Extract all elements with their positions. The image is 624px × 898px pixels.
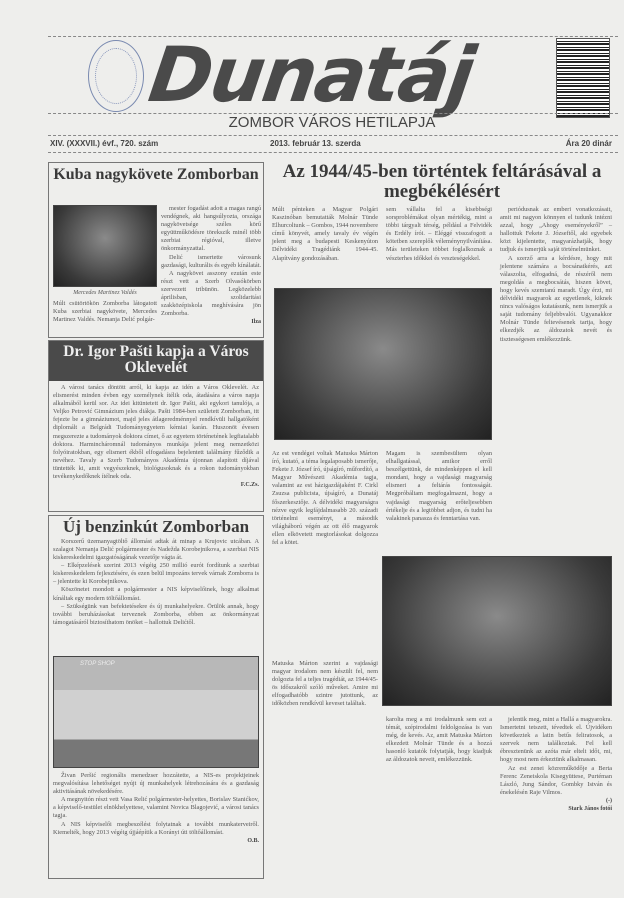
- column-2-lower: Magam is szembesültem olyan elhallgatással, amikor erről beszélgettünk, de mindenképpen el kell mondani, hogy a vajdasági magyarság elismeri a feltárás fontosságát. Megpróbáltam megfogalmazni, hogy a vajdasági magyarság erőteljesebben értékelje és a legtöbbet adjon, és tudni ha valakinek panasza és fenntartása van.: [386, 450, 492, 522]
- headline: Kuba nagykövete Zomborban: [53, 166, 259, 183]
- column-3-bottom: [500, 716, 612, 813]
- article-benzinkut: [48, 515, 264, 879]
- masthead-logo: Dunatáj: [143, 30, 479, 119]
- issue-number: XIV. (XXXVII.) évf., 720. szám: [50, 139, 159, 148]
- headline: Az 1944/45-ben történtek feltárásával a megbékélésért: [282, 161, 602, 202]
- audience-photo: [382, 556, 612, 706]
- ambassador-photo: [53, 205, 157, 287]
- tagline: ZOMBOR VÁROS HETILAPJA: [228, 114, 436, 131]
- column-3: [500, 206, 612, 344]
- paragraph: Az est zenei közreműködője a Berta Ferenc Zeneiskola Kisegyüttese, Purtéman László, Jung Sándor, Gombky István és énekelésén Raje Vilmos.: [500, 764, 612, 796]
- column-1: Múlt pénteken a Magyar Polgári Kaszinóban bemutatták Molnár Tünde Elhurcoltunk – Gombos, 1944 novembere című könyvét, amely tavaly év végén jelent meg a budapesti Keskenyúton Délvidéki Tragédiánk 1944-45. Alapítvány gondozásában.: [272, 206, 378, 262]
- photo-caption: Mercedes Martinez Valdés: [73, 290, 137, 296]
- paragraph: A megnyitón részt vett Vasa Relić polgármester-helyettes, Borislav Stanićkov, a képviselő-testület elnökhelyettese, valamint Novica Blagojević, a városi tanács tagja.: [53, 796, 259, 820]
- official-stamp: [88, 40, 144, 112]
- paragraph: A nagykövet asszony ezután este részt vett a Szerb Olvasókörben szervezett tribünön. Legközelebb áprilisban, szolidaritási szakközépiskola meghívására jön Zomborba.: [161, 269, 261, 318]
- photo-credit: Stark János fotói: [568, 806, 612, 813]
- headline: Új benzinkút Zomborban: [62, 517, 250, 536]
- paragraph: – Szükségünk van befektetésekre és új munkahelyekre. Örülök annak, hogy további beruházásokat terveznek Zomborba, ebben az önkormányzat támogatásáról biztosíthatom önöket – hallottuk Delićtől.: [53, 602, 259, 626]
- paragraph: A szerző arra a kérdésre, hogy mit jelentene számára a bocsánatkérés, azt válaszolta, elfogadná, de részéről nem megoldás a megbocsátás, hiszen követ, hogy kevés szemtanú maradt. Úgy érzi, mi délvidéki magyarok az egyetlenek, kiknek nincs valóságos kutatásunk, nem ismerjük a saját tudomány feljebbvalói. Ugyanakkor Molnár Tünde feltevésenek tartja, hogy elkezdjék az áldozatok nevét és tisztességesen emlékezzünk.: [500, 254, 612, 343]
- paragraph: Korszerű üzemanyagtöltő állomást adtak át minap a Krujovic utcában. A szalagot Nemanja Delić polgármester és Nadežda Korobejnikova, a szerbiai NIS kiskereskedelmi igazgatóságának vezetője vágta át.: [53, 537, 259, 562]
- article-text-col2: [161, 205, 261, 326]
- column-1-bottom: Matuska Márton szerint a vajdasági magyar irodalom nem készült fel, nem dolgozta fel a teljes tragédiát, az 1944/45-ös időszakról szóló műveket. Amire mi elfogadhatóbb szintre jutottunk, az időközben rendkívül keveset találtak.: [272, 660, 378, 708]
- paragraph: Köszönetet mondott a polgármester a NIS képviselőinek, hogy alkalmat kínáltak egy modern töltőállomást.: [53, 586, 259, 602]
- paragraph: – Elképzelések szerint 2013 végéig 250 millió eurót fordítunk a szerbiai kiskereskedelem fejlesztésére, és ezen belül impozáns tervek várnak Zomborra is – jelentette ki Korobejnikova.: [53, 562, 259, 586]
- signature: O.B.: [247, 837, 259, 844]
- article-text: A városi tanács döntött arról, ki kapja az idén a Város Oklevelét. Az elismerést minden évben egy személynek ítélik oda, átadására a város napja alkalmából kerül sor. Az idei kitüntetett dr. Igor Pašti, aki egykori tanulója, a Veljko Petrović Gimnázium jeles diákja. Pašti 1984-ben született Zomborban, itt fejezte be a gimnáziumot, majd jeles átlageredménnyel rendkívüli hallgatóként diplomált a Belgrádi Tudományegyetem kémiai karán. Huszonöt évesen megszerezte a tudományok doktora címet, ő az egyetem történetének legfiatalabb doktora. Harmincháromnál tudományos munkája jelent meg nemzetközi folyóiratokban, egy elismert ékből elfogadásra bejelentett találmány fűződik a nevéhez. Tavaly a Szerb Tudományos Akadémia újonnan alapított díjával tüntették ki, amit vegyészeknek, biológusoknak és a rokon tudományokban tevékenykedőknek ítélnek oda.: [53, 384, 259, 481]
- paragraph: A NIS képviselői megbeszélést folytatnak a további munkaterveiről. Kiemelték, hogy 2013 végéig újjáépítik a Korányi úti töltőállomást.: [53, 820, 259, 836]
- paragraph: Delić ismertette városunk gazdasági, kulturális és egyéb kínálatát.: [161, 253, 262, 269]
- barcode: [556, 38, 610, 118]
- headline: Dr. Igor Pašti kapja a Város Oklevelét: [49, 341, 263, 381]
- stop-shop-sign: STOP SHOP: [80, 661, 115, 667]
- article-text: Múlt csütörtökön Zomborba látogatott Kuba szerbiai nagykövete, Mercedes Martinez Valdés. Nemanja Delić polgár-: [53, 300, 157, 324]
- book-presentation-photo: [274, 288, 492, 440]
- signature: Ilza: [251, 319, 261, 326]
- article-main: [268, 160, 616, 880]
- issue-date: 2013. február 13. szerda: [270, 139, 361, 148]
- signature: (-): [606, 797, 612, 804]
- column-1-lower: Az est vendégei voltak Matuska Márton író, kutató, a téma legalaposabb ismerője, Fekete J. József író, újságíró, műfordító, a Magyar Művészeti Akadémia tagja, valamint az est házigazdájaként F. Cirkl Zsuzsa publicista, újságíró, a Dunatáj főszerkesztője. A délvidéki magyarságra nézve egyik legfájdalmasabb 20. századi történelmi eseményt, a második világháború végén az ott élő magyarok ellen elkövetett megtorlásokat dolgozza fel a kötet.: [272, 450, 378, 547]
- paragraph: Živan Peršić regionális menedzser hozzátette, a NIS-es projektjeinek megvalósítása lehetőséget nyújt új munkahelyek létrehozására és a gazdaság aktivitásának növekedésére.: [53, 772, 259, 796]
- article-kuba: [48, 162, 264, 338]
- column-2-bottom: karolta meg a mi irodalmunk sem ezt a témát, szépirodalmi feldolgozása is van még, de kevés. Az, amit Matuska Márton elkezdett Molnár Tünde és a hozzá hasonló kutatók folytatják, hogy kiadjuk az áldozatok neveit, emlékezzünk.: [386, 716, 492, 764]
- column-2: sem vállalta fel a kisebbségi sorsproblémákat olyan mértékig, mint a többi tárgyalt térség, például a Felvidék és Erdély írói. – Eléggé visszafogott a kötetben szereplők véleménynyilvánítása. Más területeken többet foglalkoznak a vészterhes időkkel és veszteségekkel.: [386, 206, 492, 262]
- paragraph: jelentik meg, mint a Hallá a magyarokra. Ismertetni tetszett, tévedtek el. Újvidéken következtek a latin betűs feliratosok, a szervek nem találkoztak. Fel kell ébresztenünk az azóta már eltelt időt, mi, hogy most nem érkeztünk alkalmasan.: [500, 716, 612, 764]
- paragraph: periódusnak az emberi vonatkozásait, amit mi nagyon könnyen el tudunk intézni azzal, hogy „Ahogy eseményekről” – hallottuk Fekete J. Józseftől, aki egyebek közt kijelentette, magyarázhatják, hogy tudjuk és ismerjük saját történelmünket.: [500, 206, 612, 254]
- article-pasti: [48, 340, 264, 512]
- signature: F.C.Zs.: [240, 482, 259, 489]
- gas-station-photo: [53, 656, 259, 768]
- paragraph: mester fogadást adott a magas rangú vendégnek, aki hangsúlyozta, országa nagykövetsége széles körű együttműködésre törekszik minél több szerbiai régióval, illetve önkormányzattal.: [161, 205, 261, 253]
- price: Ára 20 dinár: [565, 139, 612, 148]
